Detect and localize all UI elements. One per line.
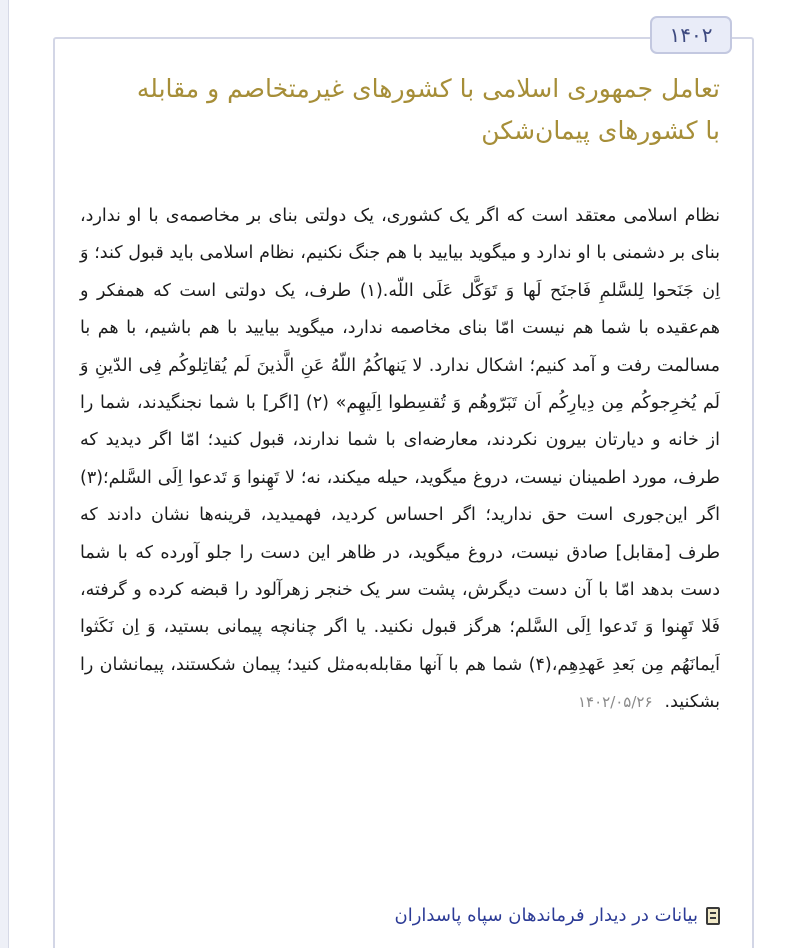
document-icon bbox=[706, 907, 720, 925]
source-link-label[interactable]: بیانات در دیدار فرماندهان سپاه پاسداران bbox=[394, 905, 698, 926]
source-link[interactable] bbox=[394, 905, 720, 926]
body-paragraph bbox=[80, 198, 720, 722]
date-label: ۱۴۰۲/۰۵/۲۶ bbox=[577, 693, 653, 712]
body-text: نظام اسلامی معتقد است که اگر یک کشوری، یک دولتی بنای بر مخاصمه‌ی با او ندارد، بنای بر دشمنی با او ندارد و میگوید بیایید با هم جنگ نکنیم، نظام اسلامی باید قبول کند؛ وَ اِن جَنَحوا لِلسَّلمِ فَاجنَح لَها وَ تَوَکَّل عَلَی اللّه.(۱) طرف، یک دولتی است که همفکر و هم‌عقیده با شما هم نیست امّا بنای مخاصمه ندارد، میگوید بیایید با هم باشیم، با هم با مسالمت رفت و آمد کنیم؛ اشکال ندارد. لا یَنهاکُمُ اللّهُ عَنِ الَّذینَ لَم یُقاتِلوکُم فِی الدّینِ وَ لَم یُخرِجوکُم مِن دِیارِکُم اَن تَبَرّوهُم وَ تُقسِطوا اِلَیهِم» (۲) [اگر] با شما نجنگیدند، شما را از خانه و دیارتان بیرون نکردند، معارضه‌ای با شما ندارند، قبول کنید؛ امّا اگر دیدید که طرف، مورد اطمینان نیست، دروغ میگوید، حیله میکند، نه؛ لا تَهِنوا وَ تَدعوا اِلَی السَّلم؛(۳) اگر این‌جوری است حق ندارید؛ اگر احساس کردید، فهمیدید، قرینه‌ها نشان دادند که طرف [مقابل] صادق نیست، دروغ میگوید، در ظاهر این دست را جلو آورده که با شما دست بدهد امّا با آن دست دیگرش، پشت سر یک خنجر زهرآلود را قبضه کرده و گرفته، فَلا تَهِنوا وَ تَدعوا اِلَی السَّلم؛ هرگز قبول نکنید. یا اگر چنانچه پیمانی بستید، وَ اِن نَکَثوا اَیمانَهُم مِن بَعدِ عَهدِهِم،(۴) شما هم با آنها مقابله‌به‌مثل کنید؛ پیمان شکستند، پیمانشان را بشکنید. bbox=[80, 206, 720, 713]
year-badge[interactable]: ۱۴۰۲ bbox=[650, 16, 732, 54]
left-edge-strip bbox=[0, 0, 9, 948]
page-title: تعامل جمهوری اسلامی با کشورهای غیرمتخاصم و مقابله با کشورهای پیمان‌شکن bbox=[136, 74, 720, 145]
